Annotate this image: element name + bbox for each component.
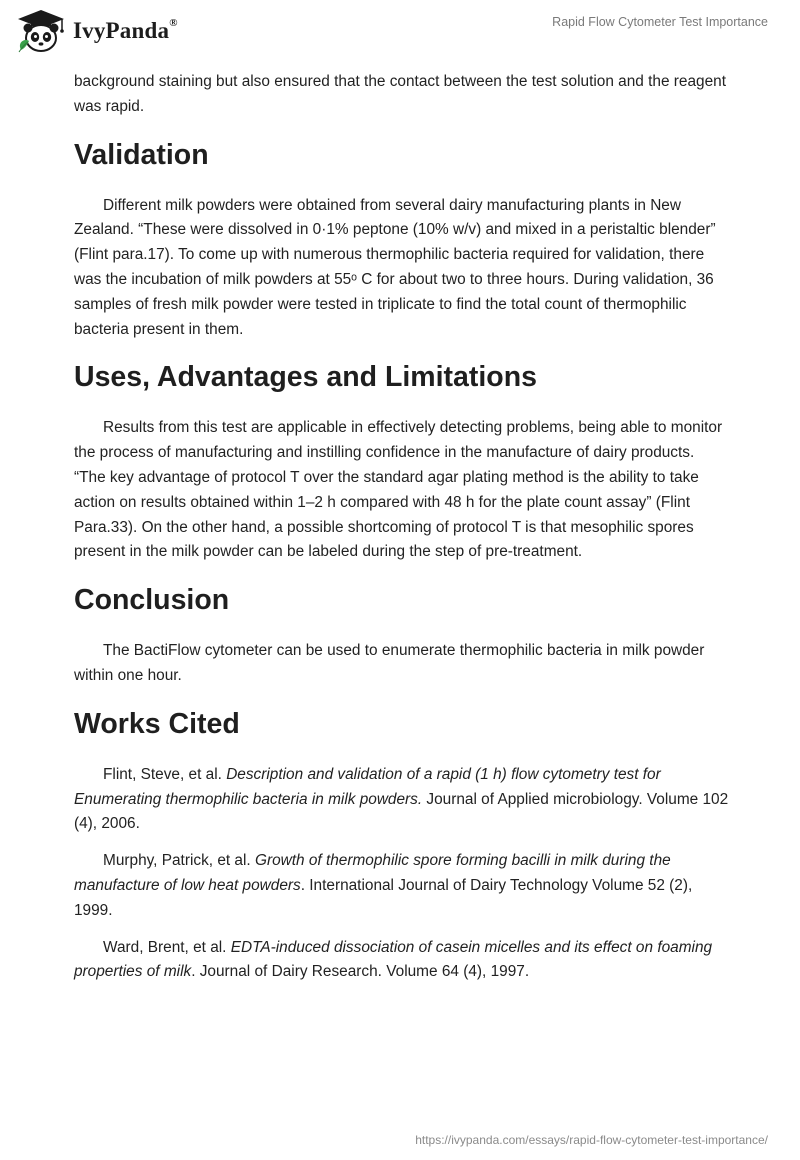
document-title: Rapid Flow Cytometer Test Importance [552,15,768,29]
citation-authors: Ward, Brent, et al. [103,938,231,956]
page-header [0,0,800,66]
citation-authors: Flint, Steve, et al. [103,765,227,783]
registered-mark: ® [169,17,178,30]
validation-heading: Validation [74,138,209,171]
intro-paragraph: background staining but also ensured that the contact between the test solution and the reagent was rapid. [74,73,726,115]
uses-heading: Uses, Advantages and Limitations [74,361,537,394]
ivypanda-logo[interactable] [15,8,178,54]
citation-authors: Murphy, Patrick, et al. [103,852,255,870]
citation-source: Journal of Applied microbiology. Volume 102 (4), 2006. [74,790,729,833]
citation-title: EDTA-induced dissociation of casein micelles and its effect on foaming properties of milk [74,938,713,981]
citation-entry [74,936,729,986]
panda-graduate-icon [15,8,67,54]
validation-paragraph: Different milk powders were obtained from several dairy manufacturing plants in New Zealand. “These were dissolved in 0·1% peptone (10% w/v) and mixed in a peristaltic blender” (Flint para.17). To come up with numerous thermophilic bacteria required for validation, there was the incubation of milk powders at 55ᵒ C for about two to three hours. During validation, 36 samples of fresh milk powder were tested in triplicate to find the total count of thermophilic bacteria present in them. [74,196,716,338]
citation-entry [74,849,729,923]
uses-paragraph: Results from this test are applicable in effectively detecting problems, being able to monitor the process of manufacturing and instilling confidence in the manufacture of dairy products. “The key advantage of protocol T over the standard agar plating method is the ability to take action on results obtained within 1–2 h compared with 48 h for the plate count assay” (Flint Para.33). On the other hand, a possible shortcoming of protocol T is that mesophilic spores present in the milk powder can be labeled during the step of pre-treatment. [74,419,723,561]
citation-title: Description and validation of a rapid (1 h) flow cytometry test for Enumerating thermophilic bacteria in milk powders. [74,765,661,808]
citation-source: . International Journal of Dairy Technology Volume 52 (2), 1999. [74,876,693,919]
citation-title: Growth of thermophilic spore forming bacilli in milk during the manufacture of low heat powders [74,852,671,894]
source-url[interactable]: https://ivypanda.com/essays/rapid-flow-cytometer-test-importance/ [415,1133,768,1147]
citation-entry [74,763,729,837]
works-cited-heading: Works Cited [74,707,240,740]
citation-source: . Journal of Dairy Research. Volume 64 (4), 1997. [191,963,530,981]
essay-content [74,70,729,997]
brand-name: IvyPanda® [73,17,178,43]
conclusion-heading: Conclusion [74,584,230,617]
conclusion-paragraph: The BactiFlow cytometer can be used to enumerate thermophilic bacteria in milk powder within one hour. [74,642,705,684]
